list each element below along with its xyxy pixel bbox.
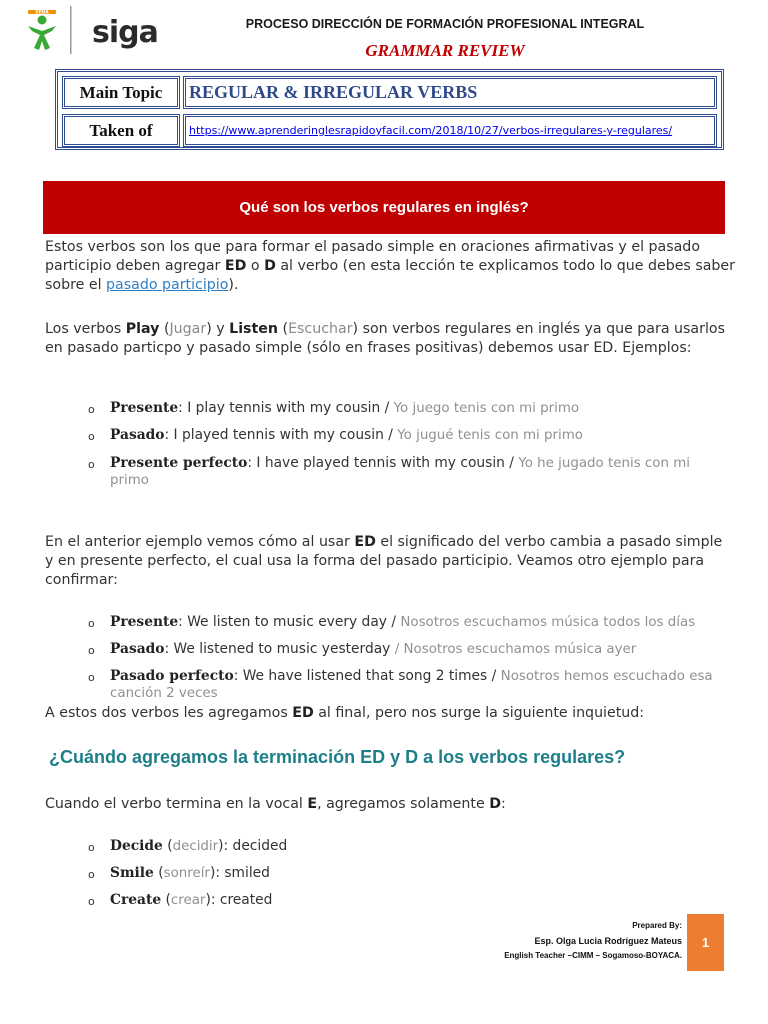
example-translation: Yo jugué tenis con mi primo — [397, 428, 583, 443]
example-text: ( — [161, 892, 171, 908]
example-text: : I played tennis with my cousin / — [164, 427, 398, 443]
example-text: ): decided — [218, 838, 288, 854]
taken-of-row — [62, 114, 717, 147]
text: ) y — [206, 321, 230, 337]
main-topic-row — [62, 76, 717, 109]
translation-text: Escuchar — [288, 321, 353, 337]
example-label: Presente perfecto — [110, 455, 248, 471]
text: o — [246, 258, 265, 274]
header-title: PROCESO DIRECCIÓN DE FORMACIÓN PROFESIONAL INTEGRAL — [245, 17, 645, 31]
header-subtitle: GRAMMAR REVIEW — [365, 41, 525, 60]
section-heading: ¿Cuándo agregamos la terminación ED y D a los verbos regulares? — [49, 747, 626, 767]
text: : — [500, 796, 506, 812]
example-label: Presente — [110, 400, 179, 416]
section-banner: Qué son los verbos regulares en inglés? — [43, 181, 725, 234]
bullet-icon: o — [88, 671, 95, 684]
example-label: Pasado — [110, 641, 165, 657]
author-name: Esp. Olga Lucia Rodríguez Mateus — [534, 936, 682, 946]
main-topic-label: Main Topic — [62, 76, 180, 109]
text: Los verbos — [45, 321, 126, 337]
source-url-link[interactable]: https://www.aprenderinglesrapidoyfacil.com/2018/10/27/verbos-irregulares-y-regulares/ — [189, 124, 673, 137]
bullet-icon: o — [88, 644, 95, 657]
example-translation: Nosotros hemos escuchado esa canción 2 veces — [110, 669, 713, 701]
bold-text: Listen — [229, 321, 279, 337]
bold-text: ED — [292, 705, 314, 721]
header-logos — [22, 4, 172, 58]
example-text: : We listened to music yesterday — [164, 641, 395, 657]
bullet-icon: o — [88, 458, 95, 471]
bullet-icon: o — [88, 895, 95, 908]
svg-text:SENA: SENA — [35, 10, 49, 16]
example-translation: Yo he jugado tenis con mi primo — [110, 456, 690, 488]
bold-text: D — [264, 258, 276, 274]
bullet-icon: o — [88, 841, 95, 854]
svg-text:siga: siga — [92, 15, 158, 50]
translation-text: Jugar — [169, 321, 207, 337]
example-text: ): created — [205, 892, 273, 908]
example-text: ( — [162, 838, 173, 854]
example-text: : I play tennis with my cousin / — [178, 400, 394, 416]
taken-of-cell — [183, 114, 717, 147]
example-translation: Nosotros escuchamos música todos los días — [400, 615, 696, 630]
example-label: Pasado — [110, 427, 165, 443]
page-number: 1 — [687, 914, 724, 971]
paragraph-examples-intro — [45, 320, 735, 358]
text: al final, pero nos surge la siguiente inquietud: — [313, 705, 645, 721]
text: En el anterior ejemplo vemos cómo al usar — [45, 534, 355, 550]
paragraph-explanation — [45, 533, 735, 590]
text: Cuando el verbo termina en la vocal — [45, 796, 308, 812]
bold-text: ED — [224, 258, 247, 274]
example-label: Presente — [110, 614, 179, 630]
info-table — [55, 69, 724, 150]
bold-text: E — [307, 796, 318, 812]
taken-of-label: Taken of — [62, 114, 180, 147]
paragraph-question-intro — [45, 704, 735, 723]
text: , agregamos solamente — [317, 796, 490, 812]
text: ) son verbos regulares en inglés ya que para usarlos en pasado particpo y pasado simple (sólo en frases positivas) debemos usar ED. Ejemplos: — [45, 321, 725, 356]
example-translation: Yo juego tenis con mi primo — [393, 401, 580, 416]
text: A estos dos verbos les agregamos — [45, 705, 293, 721]
example-translation: crear — [170, 893, 206, 908]
main-topic-value: REGULAR & IRREGULAR VERBS — [189, 82, 478, 102]
paragraph-intro — [45, 238, 735, 295]
example-text: ): smiled — [209, 865, 270, 881]
pasado-participio-link[interactable]: pasado participio — [106, 277, 229, 293]
example-translation: decidir — [172, 839, 219, 854]
bold-text: Play — [125, 321, 160, 337]
text: Estos verbos son los que para formar el pasado simple en oraciones afirmativas y el pasado participio deben agregar — [45, 239, 700, 274]
text: ( — [278, 321, 289, 337]
example-translation: / Nosotros escuchamos música ayer — [394, 642, 637, 657]
example-label: Decide — [110, 838, 163, 854]
main-topic-cell — [183, 76, 717, 109]
sena-logo-icon — [22, 4, 172, 58]
example-translation: sonreír — [163, 866, 210, 881]
text: ( — [159, 321, 170, 337]
text: el significado del verbo cambia a pasado simple y en presente perfecto, el cual usa la forma del pasado participio. Veamos otro ejemplo para confirmar: — [45, 534, 723, 588]
example-text: ( — [153, 865, 164, 881]
example-label: Pasado perfecto — [110, 668, 234, 684]
example-text: : We have listened that song 2 times / — [233, 668, 501, 684]
bullet-icon: o — [88, 868, 95, 881]
example-label: Create — [110, 892, 162, 908]
bullet-icon: o — [88, 430, 95, 443]
text: ). — [228, 277, 239, 293]
text: al verbo (en esta lección te explicamos todo lo que debes saber sobre el — [45, 258, 735, 293]
bold-text: ED — [354, 534, 376, 550]
bold-text: D — [489, 796, 501, 812]
example-label: Smile — [110, 865, 154, 881]
author-role: English Teacher –CIMM – Sogamoso-BOYACA. — [504, 951, 682, 960]
bullet-icon: o — [88, 617, 95, 630]
paragraph-rule — [45, 795, 735, 814]
bullet-icon: o — [88, 403, 95, 416]
example-text: : I have played tennis with my cousin / — [247, 455, 519, 471]
example-text: : We listen to music every day / — [178, 614, 401, 630]
prepared-by-label: Prepared By: — [632, 921, 682, 930]
